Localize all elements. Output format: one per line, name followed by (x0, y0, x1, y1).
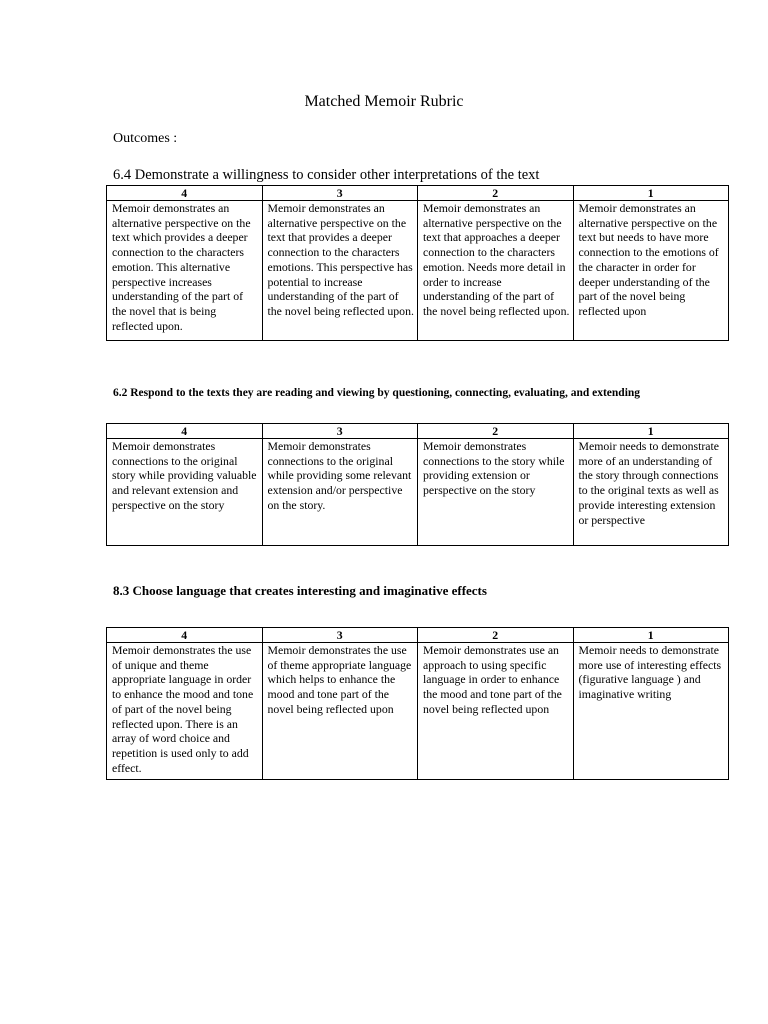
column-header: 4 (107, 628, 263, 643)
column-header: 3 (262, 186, 418, 201)
table-cell: Memoir demonstrates use an approach to using specific language in order to enhance the mood and tone part of the novel being reflected upon (418, 643, 574, 780)
rubric-table-6-4 (106, 185, 729, 341)
table-row (107, 201, 729, 341)
column-header: 3 (262, 628, 418, 643)
table-cell: Memoir needs to demonstrate more of an understanding of the story through connections to the original texts as well as provide interesting extension or perspective (573, 439, 729, 546)
table-cell: Memoir demonstrates connections to the original story while providing valuable and relevant extension and perspective on the story (107, 439, 263, 546)
table-cell: Memoir demonstrates connections to the story while providing extension or perspective on the story (418, 439, 574, 546)
column-header: 4 (107, 186, 263, 201)
section-heading-8-3: 8.3 Choose language that creates interesting and imaginative effects (113, 583, 487, 598)
column-header: 1 (573, 628, 729, 643)
column-header: 2 (418, 424, 574, 439)
table-cell: Memoir demonstrates an alternative perspective on the text that provides a deeper connection to the characters emotions. This perspective has potential to increase understanding of the part of the novel being reflected upon. (262, 201, 418, 341)
page-title: Matched Memoir Rubric (304, 93, 464, 110)
outcomes-label: Outcomes : (113, 131, 178, 146)
table-cell: Memoir demonstrates the use of unique and theme appropriate language in order to enhance the mood and tone of part of the novel being reflected upon. There is an array of word choice and repetition is used only to add effect. (107, 643, 263, 780)
column-header: 1 (573, 424, 729, 439)
table-row (107, 643, 729, 780)
table-header-row (107, 424, 729, 439)
table-header-row (107, 628, 729, 643)
section-heading-6-4: 6.4 Demonstrate a willingness to consider other interpretations of the text (113, 167, 540, 183)
column-header: 2 (418, 186, 574, 201)
section-heading-6-2: 6.2 Respond to the texts they are reading and viewing by questioning, connecting, evaluating, and extending (113, 387, 641, 399)
table-cell: Memoir demonstrates an alternative perspective on the text which provides a deeper connection to the characters emotion. This alternative perspective increases understanding of the part of the novel that is being reflected upon. (107, 201, 263, 341)
column-header: 4 (107, 424, 263, 439)
table-cell: Memoir demonstrates the use of theme appropriate language which helps to enhance the mood and tone part of the novel being reflected upon (262, 643, 418, 780)
column-header: 1 (573, 186, 729, 201)
column-header: 2 (418, 628, 574, 643)
table-cell: Memoir needs to demonstrate more use of interesting effects (figurative language ) and imaginative writing (573, 643, 729, 780)
table-cell: Memoir demonstrates an alternative perspective on the text that approaches a deeper connection to the characters emotion. Needs more detail in order to increase understanding of the part of the novel being reflected upon. (418, 201, 574, 341)
table-row (107, 439, 729, 546)
rubric-table-8-3 (106, 627, 729, 780)
table-cell: Memoir demonstrates connections to the original while providing some relevant extension and/or perspective on the story. (262, 439, 418, 546)
column-header: 3 (262, 424, 418, 439)
rubric-table-6-2 (106, 423, 729, 546)
table-header-row (107, 186, 729, 201)
table-cell: Memoir demonstrates an alternative perspective on the text but needs to have more connection to the emotions of the character in order for deeper understanding of the part of the novel being reflected upon (573, 201, 729, 341)
